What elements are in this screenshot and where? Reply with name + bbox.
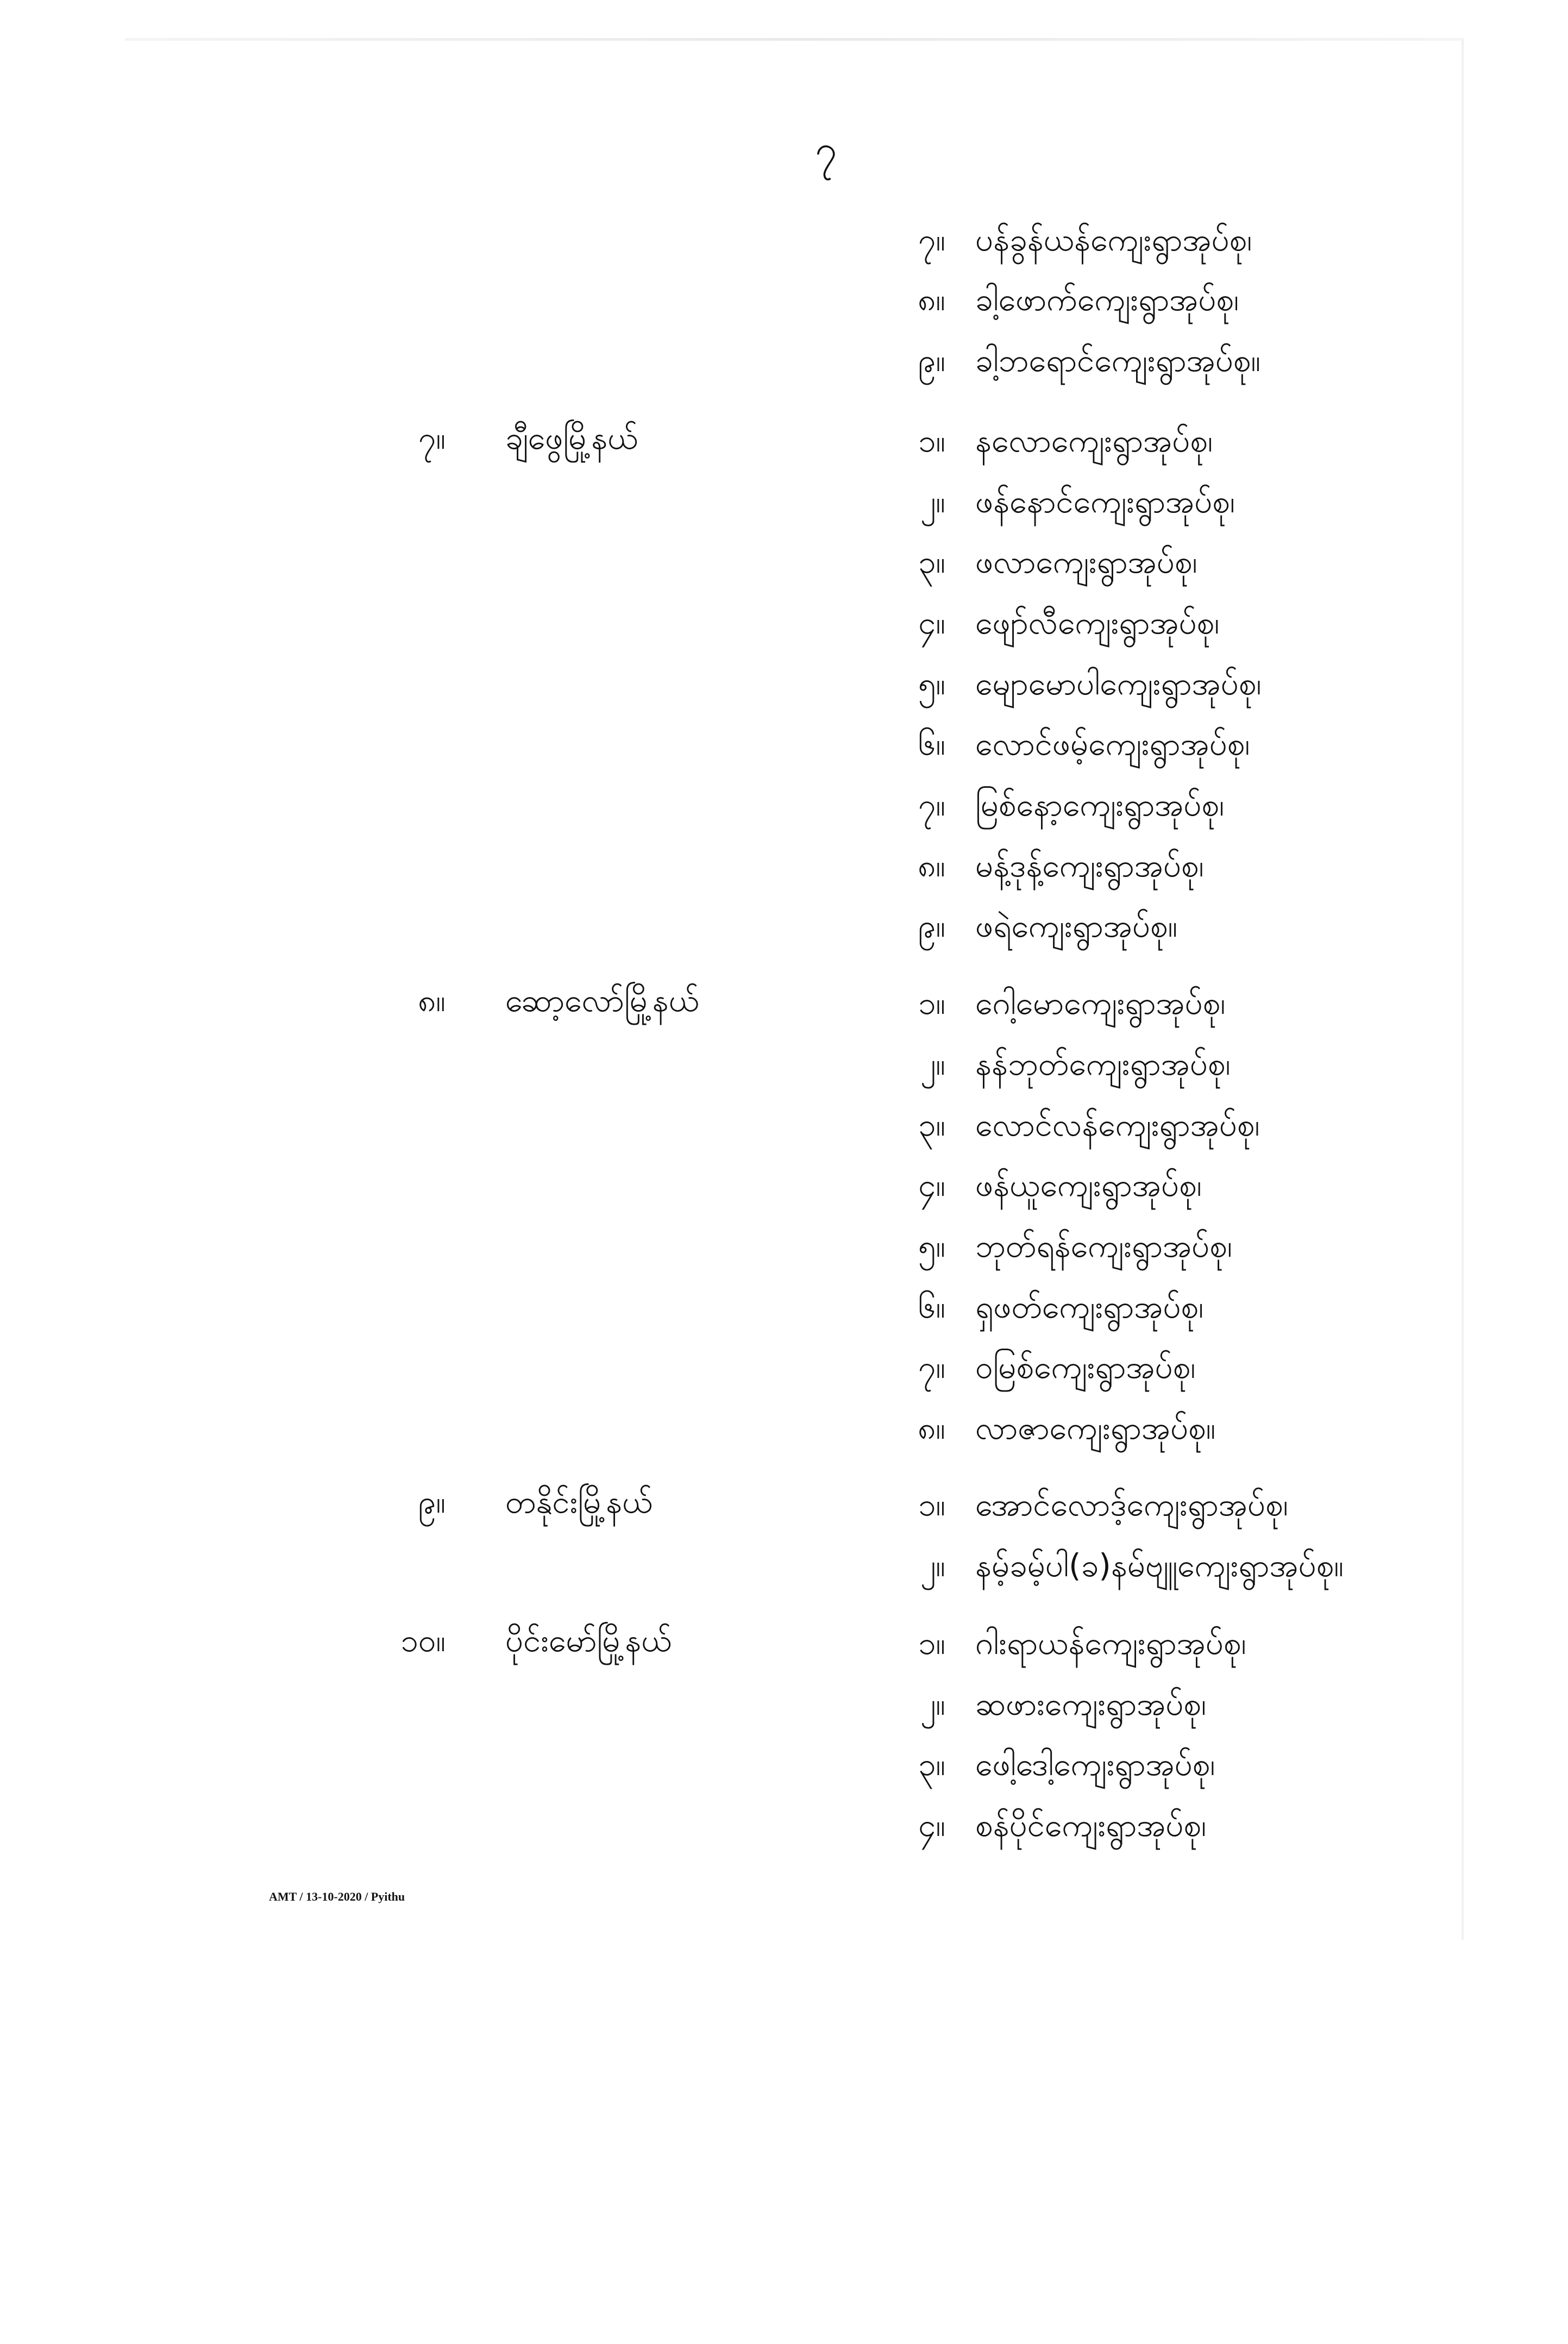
item-label: ခါ့ဖောက်ကျေးရွာအုပ်စု၊ <box>975 281 1239 318</box>
list-item <box>0 906 1568 966</box>
list-item <box>0 1165 1568 1225</box>
item-label: ဖလာကျေးရွာအုပ်စု၊ <box>975 543 1197 580</box>
item-label: နမ့်ခမ့်ပါ(ခ)နမ်ဗျူကျေးရွာအုပ်စု။ <box>975 1547 1344 1584</box>
township-number: ၁၀။ <box>400 1622 446 1659</box>
list-item <box>0 341 1568 400</box>
list-item <box>0 1044 1568 1104</box>
item-label: မျောမောပါကျေးရွာအုပ်စု၊ <box>975 665 1262 702</box>
list-item <box>0 421 1568 481</box>
list-item <box>0 1624 1568 1683</box>
item-number: ၉။ <box>918 907 945 944</box>
page-number: ၇ <box>815 127 837 172</box>
item-number: ၅။ <box>918 1227 945 1264</box>
item-label: နန်ဘုတ်ကျေးရွာအုပ်စု၊ <box>975 1045 1231 1082</box>
list-item <box>0 785 1568 845</box>
list-item <box>0 983 1568 1043</box>
item-label: အောင်လောဒ့်ကျေးရွာအုပ်စု၊ <box>975 1486 1288 1523</box>
item-label: ဘုတ်ရန်ကျေးရွာအုပ်စု၊ <box>975 1227 1233 1264</box>
item-label: ဖန်နောင်ကျေးရွာအုပ်စု၊ <box>975 483 1235 520</box>
item-number: ၈။ <box>918 281 945 318</box>
item-number: ၇။ <box>918 1349 945 1386</box>
item-label: ဂါးရာယန်ကျေးရွာအုပ်စု၊ <box>975 1625 1246 1662</box>
item-label: ဖန်ယူကျေးရွာအုပ်စု၊ <box>975 1167 1202 1204</box>
list-item <box>0 1745 1568 1804</box>
item-label: ဖျော်လီကျေးရွာအုပ်စု၊ <box>975 604 1220 641</box>
item-label: ဂေါ့မောကျေးရွာအုပ်စု၊ <box>975 985 1226 1021</box>
list-item <box>0 1546 1568 1606</box>
list-item <box>0 603 1568 663</box>
item-label: ဖရဲကျေးရွာအုပ်စု။ <box>975 907 1178 944</box>
item-label: နလောကျေးရွာအုပ်စု၊ <box>975 422 1213 459</box>
item-number: ၆။ <box>918 725 945 762</box>
list-item <box>0 482 1568 542</box>
township-number: ၈။ <box>418 982 446 1019</box>
item-number: ၁။ <box>918 1486 945 1523</box>
item-number: ၁။ <box>918 1625 945 1662</box>
item-number: ၁။ <box>918 985 945 1021</box>
list-item <box>0 1485 1568 1545</box>
list-item <box>0 1684 1568 1744</box>
footer-reference: AMT / 13-10-2020 / Pyithu <box>269 1890 405 1903</box>
item-number: ၆။ <box>918 1288 945 1325</box>
item-label: မန့်ဒုန့်ကျေးရွာအုပ်စု၊ <box>975 847 1204 884</box>
item-number: ၂။ <box>920 1685 945 1722</box>
list-item <box>0 1408 1568 1468</box>
item-label: စန်ပိုင်ကျေးရွာအုပ်စု၊ <box>975 1807 1207 1844</box>
township-number: ၇။ <box>418 419 446 456</box>
township-name: ပိုင်းမော်မြို့နယ် <box>505 1622 672 1659</box>
item-number: ၂။ <box>920 1045 945 1082</box>
item-number: ၁။ <box>918 422 945 459</box>
list-item <box>0 220 1568 280</box>
item-label: ပန်ခွန်ယန်ကျေးရွာအုပ်စု၊ <box>975 221 1252 258</box>
item-label: မြစ်နော့ကျေးရွာအုပ်စု၊ <box>975 786 1225 823</box>
scan-edge-top <box>125 38 1462 41</box>
list-item <box>0 1806 1568 1865</box>
list-item <box>0 1287 1568 1347</box>
item-label: ဆဖားကျေးရွာအုပ်စု၊ <box>975 1685 1207 1722</box>
township-number: ၉။ <box>418 1483 446 1520</box>
list-item <box>0 664 1568 724</box>
township-name: ချီဖွေမြို့နယ် <box>505 419 638 456</box>
item-number: ၇။ <box>918 786 945 823</box>
item-label: ရှဖတ်ကျေးရွာအုပ်စု၊ <box>975 1288 1204 1325</box>
item-number: ၃။ <box>918 1746 945 1783</box>
item-number: ၈။ <box>918 1409 945 1446</box>
item-number: ၂။ <box>920 1547 945 1584</box>
township-name: ဆော့လော်မြို့နယ် <box>505 982 700 1019</box>
list-item <box>0 724 1568 784</box>
list-item <box>0 1105 1568 1165</box>
item-number: ၃။ <box>918 543 945 580</box>
list-item <box>0 1348 1568 1407</box>
item-number: ၇။ <box>918 221 945 258</box>
item-label: ခါ့ဘရောင်ကျေးရွာအုပ်စု။ <box>975 342 1261 379</box>
township-name: တနိုင်းမြို့နယ် <box>505 1483 653 1520</box>
item-number: ၉။ <box>918 342 945 379</box>
list-item <box>0 542 1568 602</box>
list-item <box>0 280 1568 340</box>
list-item <box>0 846 1568 906</box>
item-label: လောင်ဖမ့်ကျေးရွာအုပ်စု၊ <box>975 725 1250 762</box>
item-number: ၄။ <box>918 604 945 641</box>
item-number: ၃။ <box>918 1106 945 1143</box>
item-number: ၅။ <box>918 665 945 702</box>
list-item <box>0 1226 1568 1286</box>
item-number: ၄။ <box>918 1807 945 1844</box>
item-label: ဖေါ့ဒေါ့ကျေးရွာအုပ်စု၊ <box>975 1746 1215 1783</box>
item-label: လောင်လန်ကျေးရွာအုပ်စု၊ <box>975 1106 1260 1143</box>
item-label: ဝမြစ်ကျေးရွာအုပ်စု၊ <box>975 1349 1196 1386</box>
item-number: ၄။ <box>918 1167 945 1204</box>
item-number: ၂။ <box>920 483 945 520</box>
item-label: လာဇာကျေးရွာအုပ်စု။ <box>975 1409 1216 1446</box>
item-number: ၈။ <box>918 847 945 884</box>
